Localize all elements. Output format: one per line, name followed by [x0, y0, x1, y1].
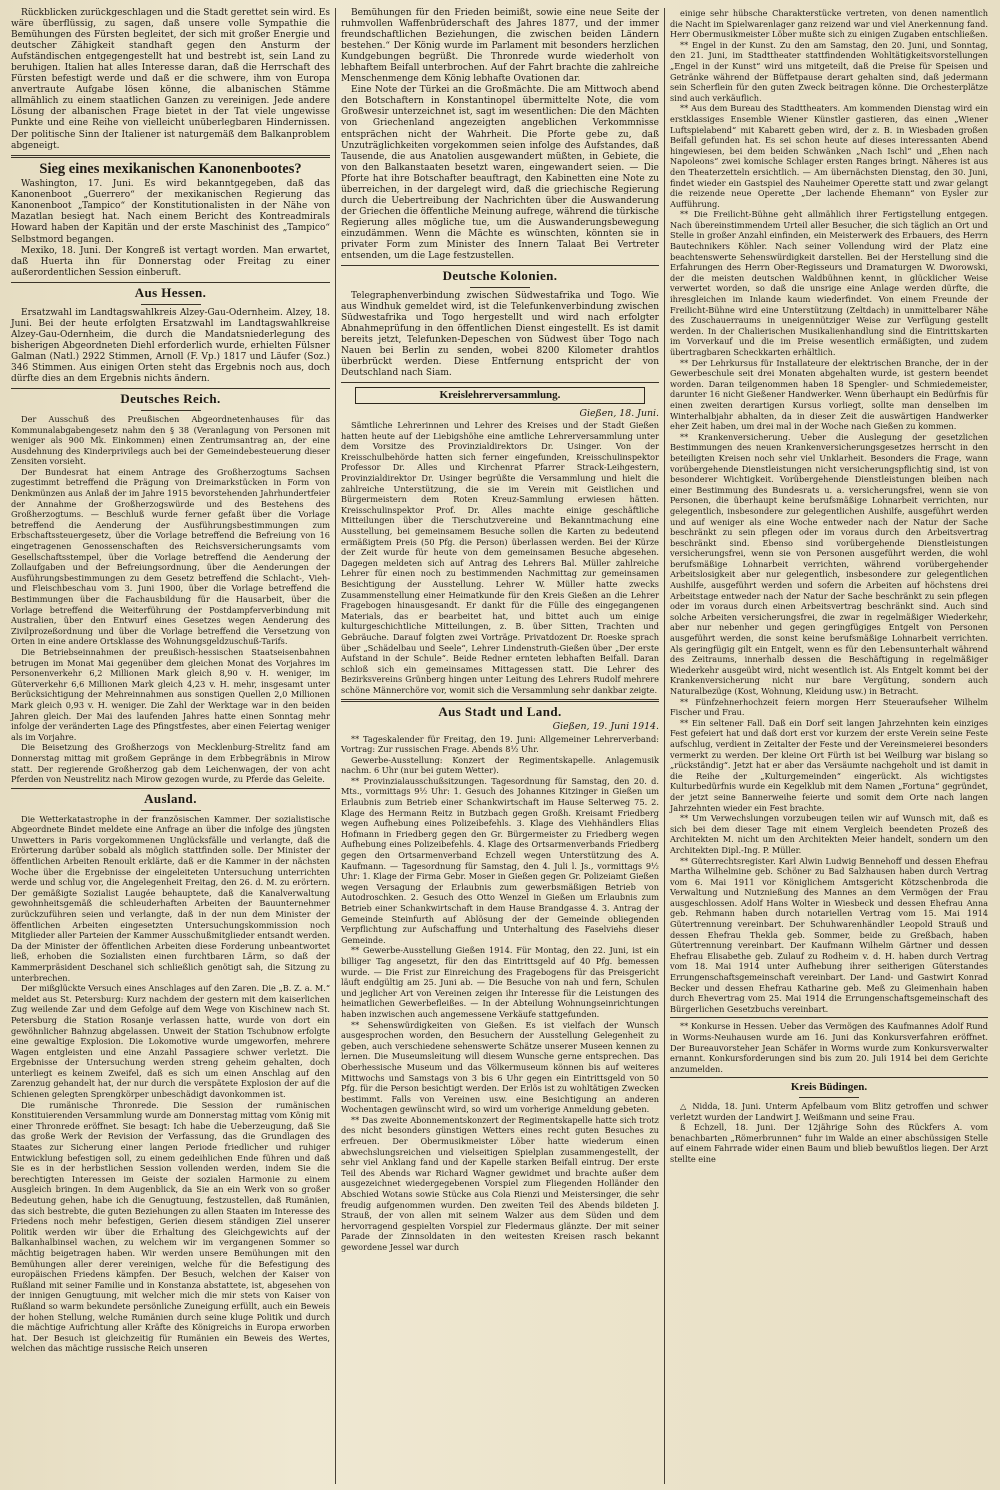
article-paragraph: ** Konkurse in Hessen. Ueber das Vermögen des Kaufmannes Adolf Rund in Worms-Neuhausen wurde am 16. Juni das Konkursverfahren eröffnet. Der Bureauvorsteher Jean Schäfer in Worms wurde zum Konkursverwalter ernannt. Konkursforderungen sind bis zum 20. Juli 1914 bei dem Gerichte anzumelden.: [670, 1021, 988, 1074]
article-paragraph: Die Beisetzung des Großherzogs von Mecklenburg-Strelitz fand am Donnerstag mittag mit großem Gepränge in dem Erbbegräbnis in Mirow statt. Der regierende Großherzog gab dem Leichenwagen, der von acht Pferden von Neustrelitz nach Mirow gezogen wurde, zu Pferde das Geleite.: [11, 742, 330, 785]
divider: [470, 287, 530, 288]
article-paragraph: Mexiko, 18. Juni. Der Kongreß ist vertagt worden. Man erwartet, daß Huerta ihn für Donnerstag oder Freitag zu einer außerordentlichen Session einberuft.: [11, 245, 330, 278]
article-paragraph: Die rumänische Thronrede. Die Session der rumänischen Konstituierenden Versammlung wurde am Donnerstag mittag vom König mit einer Thronrede eröffnet. Sie besagt: Ich habe die Ueberzeugung, daß Sie das große Werk der Revision der Verfassung, das die Grundlagen des Staates zur Sicherung einer langen Periode friedlicher und ruhiger Entwicklung befestigen soll, zu einem gedeihlichen Ende führen und daß Sie es in der herbstlichen Session vollenden werden, indem Sie die berechtigten Interessen im Geiste der sozialen Harmonie zu einem Ausgleich bringen. In dem Augenblick, da Sie an ein Werk von so großer Bedeutung gehen, habe ich die Genugtuung, festzustellen, daß Rumänien, das sich bestrebte, die guten Beziehungen zu allen Staaten im Interesse des Friedens noch mehr befestigen, Gerien diesem ständigen Ziel unserer Politik werden wir über die Erhaltung des Gleichgewichts auf der Balkanhalbinsel wachen, zu welchem wir im vergangenen Sommer so mächtig beigetragen haben. Wir werden unsere Bemühungen mit den Bemühungen aller derer vereinigen, welche für die Befestigung des europäischen Friedens kämpfen. Der Besuch, welchen der Kaiser von Rußland mit seiner Familie und in Konstanza abstattete, ist, abgesehen von der innigen Genugtuung, mit welcher mich die mir stets von Kaiser von Rußland so warm bekundete persönliche Zuneigung erfüllt, auch ein Beweis der hohen Stellung, welche Rumänien durch seine kluge Politik und durch die mächtige Aufrichtung aller Kräfte des Königreichs in Europa erworben hat. Der Besuch ist gleichzeitig für Rumänien ein Beweis des Wertes, welchen das mächtige russische Reich unseren: [11, 1099, 330, 1354]
article-paragraph: ** Die Freilicht-Bühne geht allmählich ihrer Fertigstellung entgegen. Nach übereinstimmendem Urteil aller Besucher, die sich täglich an Ort und Stelle in großer Anzahl einfinden, ein Meisterwerk des Erbauers, des Herrn Bautechnikers Köhler. Nach seiner Vollendung wird der Platz eine beachtenswerte Sehenswürdigkeit darstellen. Bei der Herstellung sind die Erfahrungen des Herrn Ober-Regisseurs und Dramaturgen W. Dworowski, der die meisten deutschen Waldbühnen kennt, in glücklicher Weise verwertet worden, so daß die unsrige eine Anlage werden dürfte, die ihresgleichen im Inlande kaum wiederfindet. Von einem Freunde der Freilicht-Bühne wird eine Unterstützung (Zeltdach) in unmittelbarer Nähe des Zuschauerraums in uneigennütziger Weise zur Verfügung gestellt werden. In der Chalierischen Musikalienhandlung sind die Eintrittskarten im Vorverkauf und die im Preise wesentlich ermäßigten, und zudem übertragbaren Scheckkarten erhältlich.: [670, 209, 988, 357]
article-paragraph: ** Krankenversicherung. Ueber die Auslegung der gesetzlichen Bestimmungen des neuen Krankenversicherungsgesetzes herrscht in den beteiligten Kreisen noch sehr viel Unklarheit. Besonders die Frage, wann vorübergehende Dienstleistungen nicht versicherungspflichtig sind, ist von besonderer Wichtigkeit. Vorübergehende Dienstleistungen bleiben nach einer Bestimmung des Bundesrats u. a. versicherungsfrei, wenn sie von Personen, die überhaupt keine berufsmäßige Lohnarbeit verrichten, nur gelegentlich, insbesondere zur gelegentlichen Aushilfe, ausgeführt werden und auf weniger als eine Woche entweder nach der Natur der Sache beschränkt zu sein pflegen oder im voraus durch den Arbeitsvertrag beschränkt sind. Ebenso sind vorübergehende Dienstleistungen versicherungsfrei, wenn sie von Personen ausgeführt werden, die wohl berufsmäßige Lohnarbeit verrichten, während vorübergehender Arbeitslosigkeit aber nur gelegentlich, insbesondere zur gelegentlichen Aushilfe, ausgeführt werden und sofern die Arbeiten auf höchstens drei Arbeitstage entweder nach der Natur der Sache beschränkt zu sein pflegen oder im voraus durch einen Arbeitsvertrag beschränkt sind. Auch sind solche Arbeiten versicherungsfrei, die zwar in regelmäßiger Wiederkehr, aber nur nebenher und gegen geringfügiges Entgelt von Personen ausgeführt werden, die sonst keine berufsmäßige Lohnarbeit verrichten. Als geringfügig gilt ein Entgelt, wenn es für den Lebensunterhalt während des Zeitraums, innerhalb dessen die Beschäftigung in regelmäßiger Wiederkehr ausgeübt wird, nicht wesentlich ist. Als Entgelt kommt bei der Krankenversicherung nicht nur bare Vergütung, sondern auch Naturalbezüge (Kost, Wohnung, Kleidung usw.) in Betracht.: [670, 431, 988, 696]
divider: [11, 388, 330, 389]
section-heading: Deutsches Reich.: [120, 390, 221, 406]
section-heading: Deutsche Kolonien.: [442, 268, 558, 284]
section-heading: Aus Stadt und Land.: [438, 703, 562, 719]
column-right: [664, 8, 993, 1484]
article-paragraph: Telegraphenverbindung zwischen Südwestafrika und Togo. Wie aus Windhuk gemeldet wird, ist die Telefunkenverbindung zwischen Südwestafrika und Togo hergestellt und wird nach erfolgter Abnahmeprüfung in den öffentlichen Dienst eingestellt. Es ist damit bereits jetzt, Telefunken-Depeschen von Südwest über Togo nach Nauen bei Berlin zu senden, wobei 8200 Kilometer drahtlos überbrückt werden. Diese Entfernung entspricht der von Deutschland nach Siam.: [341, 291, 659, 379]
section-heading: Ausland.: [144, 790, 197, 806]
article-paragraph: ** Das zweite Abonnementskonzert der Regimentskapelle hatte sich trotz des nicht besonders günstigen Wetters eines recht guten Besuches zu erfreuen. Der Obermusikmeister Löber hatte wiederum einen abwechslungsreichen und vielseitigen Spielplan zusammengestellt, der sehr viel Anklang fand und der Kapelle starken Beifall eintrug. Der erste Teil des Abends war Richard Wagner gewidmet und brachte außer dem ausgezeichnet wiedergegebenen Vorspiel zum Fliegenden Holländer den Abschied Wotans sowie Stücke aus Cola Rienzi und Meistersinger, die sehr freudig aufgenommen wurden. Den zweiten Teil des Abends bildeten J. Strauß, der von allen mit seinem Walzer aus dem Süden und dem hervorragend gespielten Vorspiel zur Fledermaus glänzte. Der mit seiner Parade der Zinnsoldaten in den weitesten Kreisen rasch bekannt gewordene Jessel war durch: [341, 1114, 659, 1252]
section-heading: Aus Hessen.: [134, 284, 207, 300]
divider: [670, 1077, 988, 1078]
article-paragraph: △ Nidda, 18. Juni. Unterm Apfelbaum vom Blitz getroffen und schwer verletzt wurden der Landwirt J. Weißmann und seine Frau.: [670, 1101, 988, 1122]
article-paragraph: Die Wetterkatastrophe in der französischen Kammer. Der sozialistische Abgeordnete Bindet meldete eine Anfrage an über die infolge des jüngsten Unwetters in Paris vorgekommenen Unglücksfälle und verlangte, daß die Erörterung darüber sobald als möglich stattfinden solle. Der Minister der öffentlichen Arbeiten Renoult erklärte, daß er die Kammer in der nächsten Woche über die Ergebnisse der eingeleiteten Untersuchung unterrichten werde und schlug vor, die Angelegenheit Freitag, den 26. d. M. zu erörtern. Der gemäßigte Sozialist Laugée behauptete, daß die Kanalverwaltung gewohnheitsgemäß die schleuderhaften Arbeiten der Bauunternehmer zurückzuführen seien und verlangte, daß in der nun dem Minister der öffentlichen Arbeiten eingesetzten Untersuchungskommission noch Mitglieder aller Parteien der Kammer Ausschußmitglieder entsandt werden. Da der Minister der öffentlichen Arbeiten diese Forderung unbeantwortet ließ, erhoben die Sozialisten einen furchtbaren Lärm, so daß der Kammerpräsident Deschanel sich schließlich genötigt sah, die Sitzung zu unterbrechen.: [11, 813, 330, 983]
article-paragraph: ** Ein seltener Fall. Daß ein Dorf seit langen Jahrzehnten kein einziges Fest gefeiert hat und daß dort erst vor kurzem der erste Verein seine Feste aufschlug, verdient in Zeitalter der Feste und der Vereinsmeierei besonders vermerkt zu werden. Der kleine Ort Fürth ist bei Weilburg war bislang so „rückständig“. Jetzt hat er aber das Versäumte nachgeholt und ist damit in die Reihe der „Kulturgemeinden“ eingerückt. Als wichtigstes Kulturbedürfnis wurde ein Kegelklub mit dem Namen „Fortuna“ gegründet, der jetzt seine Bannerweihe feierte und somit dem Orte nach langen Jahrzehnten wieder ein Fest brachte.: [670, 717, 988, 813]
divider: [670, 1017, 988, 1018]
column-container: [6, 8, 994, 1484]
divider: [11, 788, 330, 789]
article-paragraph: Bemühungen für den Frieden beimißt, sowie eine neue Seite der ruhmvollen Waffenbrüderschaft des Jahres 1877, und der immer freundschaftlichen Beziehungen, die zwischen beiden Ländern bestehen.“ Der König wurde im Parlament mit besonders herzlichen Kundgebungen begrüßt. Die Thronrede wurde wiederholt von lebhaftem Beifall unterbrochen. Auf der Fahrt brachte die zahlreiche Menschenmenge dem König lebhafte Ovationen dar.: [341, 8, 659, 85]
dateline: Gießen, 18. Juni.: [579, 408, 659, 420]
article-paragraph: Washington, 17. Juni. Es wird bekanntgegeben, daß das Kanonenboot „Guerrero“ der mexikanischen Regierung das Kanonenboot „Tampico“ der Konstitutionalisten in der Nähe von Mazatlan besiegt hat. Nach einem Bericht des Kontreadmirals Howard haben der Kapitän und der erste Maschinist des „Tampico“ Selbstmord begangen.: [11, 179, 330, 245]
divider: [141, 304, 201, 305]
article-paragraph: Sämtliche Lehrerinnen und Lehrer des Kreises und der Stadt Gießen hatten heute auf der Liebigshöhe eine amtliche Lehrerversammlung unter dem Vorsitze des Provinzialdirektors Dr. Usinger. Von der Kreisschulbehörde hatten sich ferner eingefunden, Kreisschulinspektor Professor Dr. Alles und Kirchenrat Pfarrer Strack-Leihgestern, Provinzialdirektor Dr. Usinger begrüßte die Versammlung und hielt die zahlreiche Unterstützung, die sie im Verein mit Geistlichen und Bürgermeistern dem Roten Kreuz-Sammlung erwiesen hätten. Kreisschulinspektor Prof. Dr. Alles machte einige geschäftliche Mitteilungen über die Tierschutzvereine und Bekanntmachung eine Ausstellung, bei gemeinsamem Besuche sollen die Karten zu bedeutend ermäßigtem Preis (50 Pfg. die Person) überlassen werden. Bei der Kürze der Zeit wurde für heute von dem gemeinsamen Besuche abgesehen. Dagegen meldeten sich auf Antrag des Lehrers Bal. Müller zahlreiche Lehrer für einen noch zu bestimmenden Nachmittag zur gemeinsamen Besichtigung der Ausstellung. Lehrer W. Müller hatte zwecks Zusammenstellung einer Heimatkunde für den Kreis Gießen an die Lehrer Fragebogen hinausgesandt. Er dankt für die Fülle des eingegangenen Materials, das er bearbeitet hat, und bittet auch um einige kulturgeschichtliche Mitteilungen, z. B. über Sitten, Trachten und Gebräuche. Darauf folgten zwei Vorträge. Privatdozent Dr. Roeske sprach über „Schädelbau und Seele“, Lehrer Lindenstruth-Gießen über „Der erste Aufstand in der Schule“. Beide Redner ernteten lebhaften Beifall. Daran schloß sich ein gemeinsames Mittagessen statt. Die Lehrer des Bezirksvereins Grünberg hingen unter Leitung des Lehrers Rudolf mehrere schöne Männerchöre vor, womit sich die Versammlung sehr dankbar zeigte.: [341, 420, 659, 695]
article-paragraph: ** Gewerbe-Ausstellung Gießen 1914. Für Montag, den 22. Juni, ist ein billiger Tag angesetzt, für den das Eintrittsgeld auf 40 Pfg. bemessen wurde. — Die Frist zur Einreichung des Fragebogens für das Preisgericht läuft endgültig am 25. Juni ab. — Die Besuche von nah und fern, Schulen und jeglicher Art von Vereinen zeigen ihr Interesse für die Leistungen des heimatlichen Gewerbefleißes. — In der Abteilung Wohnungseinrichtungen haben inzwischen auch angemessene Verkäufe stattgefunden.: [341, 945, 659, 1019]
article-paragraph: ** Engel in der Kunst. Zu den am Samstag, den 20. Juni, und Sonntag, den 21. Juni, im Stadttheater stattfindenden Wohltätigkeitsvorstellungen „Engel in der Kunst“ wird uns mitgeteilt, daß die Preise für Speisen und Getränke während der Büffetpause derart gehalten sind, daß jedermann sein Scherflein für den guten Zweck beitragen könne. Die Orchesterplätze sind auch verkäuflich.: [670, 39, 988, 103]
article-paragraph: Der mißglückte Versuch eines Anschlages auf den Zaren. Die „B. Z. a. M.“ meldet aus St. Petersburg: Kurz nachdem der gestern mit dem kaiserlichen Zug weilende Zar und dem Gefolge auf dem Wege von Kischinew nach St. Petersburg die Station Rosanje verlassen hatte, wurde von dort ein gewöhnlicher Bahnzug abgelassen. Unweit der Station Tschubnow erfolgte eine gewaltige Explosion. Die Lokomotive wurde umgeworfen, mehrere Wagen entgleisten und eine Anzahl Passagiere schwer verletzt. Die Ergebnisse der Untersuchung werden streng geheim gehalten, doch unterliegt es keinem Zweifel, daß es sich um einen Anschlag auf den Zarenzug gehandelt hat, der nur durch die verspätete Explosion der auf die Schienen gelegten Sprengkörper unbeschädigt davonkommen ist.: [11, 983, 330, 1100]
dateline: Gießen, 19. Juni 1914.: [552, 721, 659, 733]
column-middle: [335, 8, 664, 1484]
headline: Sieg eines mexikanischen Kanonenbootes?: [39, 160, 302, 177]
article-paragraph: Ersatzwahl im Landtagswahlkreis Alzey-Gau-Odernheim. Alzey, 18. Juni. Bei der heute erfolgten Ersatzwahl im Landtagswahlkreise Alzey-Gau-Odernheim, die durch die Mandatsniederlegung des bisherigen Abgeordneten Diehl erforderlich wurde, erhielten Fülsner Galman (Natl.) 2922 Stimmen, Arnoll (F. Vp.) 1817 und Läufer (Soz.) 346 Stimmen. Aus einigen Orten steht das Ergebnis noch aus, doch dürfte dies an dem Ergebnis nichts ändern.: [11, 307, 330, 384]
article-paragraph: Eine Note der Türkei an die Großmächte. Die am Mittwoch abend den Botschaftern in Konstantinopel übermittelte Note, die vom Großwesir unterzeichnet ist, sagt im wesentlichen: Die den Mächten von Griechenland angezeigten angeblichen Verkommnisse entsprächen nicht der Wahrheit. Die Pforte gebe zu, daß Unzuträglichkeiten vorgekommen seien infolge des Aufstandes, daß Tausende, die aus Anatolien ausgewandert müßten, in Gebiete, die von den Balkanstaaten besetzt waren, eingewandert seien. — Die Pforte hat ihre Botschafter beauftragt, den Kabinetten eine Note zu überreichen, in der dargelegt wird, daß die griechische Regierung durch die Uebertreibung der Nachrichten über die Auswanderung der Griechen die öffentliche Meinung aufrege, während die türkische Regierung alles mögliche tue, um die Auswanderungsbewegung einzudämmen. Wenn die Mächte es wünschten, könnten sie in privater Form zum Minister des Innern Talaat Bei Vertreter entsenden, um die Lage festzustellen.: [341, 85, 659, 262]
article-paragraph: Der Ausschuß des Preußischen Abgeordnetenhauses für das Kommunalabgabengesetz nahm den § 38 (Veranlagung von Personen mit weniger als 900 Mk. Einkommen) einen Zentrumsantrag an, der eine Ausdehnung des Kinderprivilegs auch bei der Gemeindebesteuerung dieser Zensiten vorsieht.: [11, 413, 330, 467]
divider: [141, 410, 201, 411]
section-heading: Kreislehrerversammlung.: [355, 387, 645, 404]
calendar-entry: Gewerbe-Ausstellung: Konzert der Regimentskapelle. Anlagemusik nachm. 6 Uhr (nur bei gutem Wetter).: [341, 754, 659, 776]
article-paragraph: ** Der Lehrkursus für Installateure der elektrischen Branche, der in der Gewerbeschule seit drei Monaten abgehalten wurde, ist gestern beendet worden. Daran teilgenommen haben 18 Spengler- und Schmiedemeister, darunter 16 nicht Gießener Handwerker. Wenn überhaupt ein Bedürfnis für einen zweiten derartigen Kursus vorliegt, sollte man denselben im Winterhalbjahr abhalten, da in dieser Zeit die auswärtigen Handwerker eher Zeit haben, um drei mal in der Woche nach Gießen zu kommen.: [670, 357, 988, 432]
divider: [799, 1097, 859, 1098]
divider: [11, 282, 330, 283]
article-paragraph: Der Bundesrat hat einem Antrage des Großherzogtums Sachsen zugestimmt betreffend die Prägung von Dreimarkstücken in Form von Denkmünzen aus Anlaß der im Jahre 1915 bevorstehenden Jahrhundertfeier der Annahme der Großherzogswürde und des Bestehens des Großherzogtums. — Beschluß wurde ferner gefaßt über die Vorlage betreffend die Aenderung der Ausführungsbestimmungen zum Erbschaftssteuergesetz, über die Vorlage betreffend die Befreiung von 16 eingetragenen Genossenschaften des Reichsversicherungsamts vom Gesellschaftsstempel, über die Vorlage betreffend die Aenderung der Zollaufgaben und der Befreiungsordnung, über die Aenderungen der Ausführungsbestimmungen zu dem Gesetz betreffend die Schlacht-, Vieh- und Fleischbeschau vom 3. Juni 1900, über die Vorlage betreffend die Bestimmungen über die Fachausbildung für die Hausarbeit, über die Vorlage betreffend die Weiterführung der Postdampferverbindung mit Australien, über den Entwurf eines Gesetzes wegen Aenderung des Zivilprozeßordnung und über die Vorlage betreffend die Versetzung von Orten in eine andere Ortsklasse des Wohnungsgeldzuschuß-Tarifs.: [11, 466, 330, 647]
article-paragraph: ** Aus dem Bureau des Stadttheaters. Am kommenden Dienstag wird ein erstklassiges Ensemble Wiener Künstler gastieren, das einen „Wiener Luftspielabend“ mit Kabarett geben wird, der z. B. in Wiesbaden großen Beifall gefunden hat. Es sei schon heute auf dieses interessanten Abend hingewiesen, bei dem beiden Schwänken „Nach Ischl“ und „Ehen nach Napoleons“ zwei komische Schlager ersten Ranges bringt. Näheres ist aus den Theaterzetteln ersichtlich. — Am übernächsten Dienstag, den 30. Juni, findet wieder ein Gastspiel des Nauheimer Operette statt und zwar gelangt die reizende neue Operette „Der lachende Ehemann“ von Eysler zur Aufführung.: [670, 103, 988, 209]
section-heading: Kreis Büdingen.: [790, 1081, 868, 1094]
article-paragraph: ** Um Verwechslungen vorzubeugen teilen wir auf Wunsch mit, daß es sich bei dem dieser Tage mit einem Vergleich beendeten Prozeß des Architekten M. nicht um den Architekten Meier handelt, sondern um den Architekten Dipl.-Ing. P. Müller.: [670, 813, 988, 855]
divider: [341, 265, 659, 266]
divider: [341, 699, 659, 702]
article-paragraph: einige sehr hübsche Charakterstücke vertreten, von denen namentlich die Nacht im Spielwarenlager ganz reizend war und viel Anerkennung fand. Herr Obermusikmeister Löber mußte sich zu einigen Zugaben entschließen.: [670, 8, 988, 40]
article-paragraph: ß Echzell, 18. Juni. Der 12jährige Sohn des Rückfers A. vom benachbarten „Römerbrunnen“ fuhr im Walde an einer abschüssigen Stelle auf einem Fahrrade wider einen Baum und blieb bewußtlos liegen. Der Arzt stellte eine: [670, 1122, 988, 1164]
article-paragraph: Rückblicken zurückgeschlagen und die Stadt gerettet sein wird. Es wäre überflüssig, zu sagen, daß unsere volle Sympathie die Bemühungen des Fürsten begleitet, der sich mit großer Energie und deutscher Zähigkeit standhaft gegen den Ansturm der Aufständischen entgegengestellt hat und bestrebt ist, sein Land zu beruhigen. Italien hat alles Interesse daran, daß die Herrschaft des Fürsten befestigt werde und daß er die schwere, ihm von Europa anvertraute Aufgabe lösen könne, die albanischen Stämme allmählich zu einem staatlichen Ganzen zu vereinigen. Jede andere Lösung der albanischen Frage bietet in der Tat viele ungewisse Punkte und eine Reihe von vielleicht unüberlegbaren Hindernissen. Der politische Sinn der Italiener ist naturgemäß dem Balkanproblem abgeneigt.: [11, 8, 330, 151]
article-paragraph: ** Provinzialausschußsitzungen. Tagesordnung für Samstag, den 20. d. Mts., vormittags 9½ Uhr: 1. Gesuch des Johannes Kitzinger in Gießen um Erlaubnis zum Betrieb einer Schankwirtschaft im Hause Selterweg 75. 2. Klage des Hermann Reitz in Butzbach gegen Großh. Kreisamt Friedberg wegen Aufhebung eines Polizeibefehls. 3. Klage des Viehhändlers Elias Hofmann in Friedberg gegen den Gr. Bürgermeister zu Friedberg wegen Aufhebung eines Polizeibefehls. 4. Klage des Ortsarmenverbands Friedberg gegen den Ortsarmenverband Echzell wegen Unterstützung des A. Kaufmann. — Tagesordnung für Samstag, den 4. Juli l. Js., vormittags 9½ Uhr: 1. Klage der Firma Gebr. Moser in Gießen gegen Gr. Polizeiamt Gießen wegen Versagung der Erlaubnis zum gewerbsmäßigen Betrieb von Autodroschken. 2. Gesuch des Otto Wenzel in Gießen um Erlaubnis zum Betrieb einer Schankwirtschaft in dem Hause Brandgasse 4. 3. Antrag der Gemeinde Steinfurth auf Ablösung der der Gemeinde obliegenden Verpflichtung zur Aufschaffung und Unterhaltung des Faselviehs dieser Gemeinde.: [341, 775, 659, 945]
divider: [11, 155, 330, 158]
article-paragraph: ** Güterrechtsregister. Karl Alwin Ludwig Bennehoff und dessen Ehefrau Martha Wilhelmine geb. Schöner zu Bad Salzhausen haben durch Vertrag vom 6. Mai 1911 vor Königlichem Amtsgericht Kötzschenbroda die Verwaltung und Nutznießung des Mannes an dem Vermögen der Frau ausgeschlossen. Adolf Hans Wolter in Wiesbeck und dessen Ehefrau Anna geb. Rehmann haben durch notariellen Vertrag vom 15. Mai 1914 Gütertrennung vereinbart. Der Schuhwarenhändler Leopold Strauß und dessen Ehefrau Thekla geb. Sommer, beide zu Greßbach, haben Gütertrennung vereinbart. Der Kaufmann Wilhelm Gärtner und dessen Ehefrau Elisabethe geb. Zulauf zu Rodheim v. d. H. haben durch Vertrag vom 18. Mai 1914 unter Aufhebung ihrer seitherigen Güterstandes Errungenschaftsgemeinschaft vereinbart. Der Land- und Gastwirt Konrad Becker und dessen Ehefrau Katharine geb. Meß zu Gleimenhain haben durch Ehevertrag vom 25. Mai 1914 die Errungenschaftsgemeinschaft des Bürgerlichen Gesetzbuchs vereinbart.: [670, 855, 988, 1014]
article-paragraph: Die Betriebseinnahmen der preußisch-hessischen Staatseisenbahnen betrugen im Monat Mai gegenüber dem gleichen Monat des Vorjahres im Personenverkehr 6,2 Millionen Mark gleich 8,90 v. H. weniger, im Güterverkehr 6,6 Millionen Mark gleich 4,23 v. H. mehr, insgesamt unter Berücksichtigung der Mehreinnahmen aus sonstigen Quellen 2,0 Millionen Mark gleich 0,93 v. H. weniger. Die Zahl der Werktage war in den beiden Jahren gleich. Der Mai des laufenden Jahres hatte einen Sonntag mehr infolge der veränderten Lage des Pfingstfestes, aber einen Feiertag weniger als im Vorjahre.: [11, 646, 330, 742]
divider: [341, 382, 659, 383]
calendar-entry: ** Tageskalender für Freitag, den 19. Juni: Allgemeiner Lehrerverband: Vortrag: Zur russischen Frage. Abends 8½ Uhr.: [341, 733, 659, 755]
divider: [141, 810, 201, 811]
article-paragraph: ** Sehenswürdigkeiten von Gießen. Es ist vielfach der Wunsch ausgesprochen worden, den Besuchern der Ausstellung Gelegenheit zu geben, auch verschiedene sehenswerte Schätze unserer Museen kennen zu lernen. Die Museumsleitung will diesem Wunsche gerne entsprechen. Das Oberhessische Museum und das Völkermuseum können bis auf weiteres Mittwochs und Samstags von 3 bis 6 Uhr gegen ein Eintrittsgeld von 50 Pfg. für die Person besichtigt werden. Der Erlös ist zu wohltätigen Zwecken bestimmt. Falls von Vereinen usw. eine Besichtigung an anderen Wochentagen gewünscht wird, so wird um vorherige Anmeldung gebeten.: [341, 1019, 659, 1115]
column-left: [6, 8, 335, 1484]
article-paragraph: ** Fünfzehnerhochzeit feiern morgen Herr Steueraufseher Wilhelm Fischer und Frau.: [670, 696, 988, 718]
